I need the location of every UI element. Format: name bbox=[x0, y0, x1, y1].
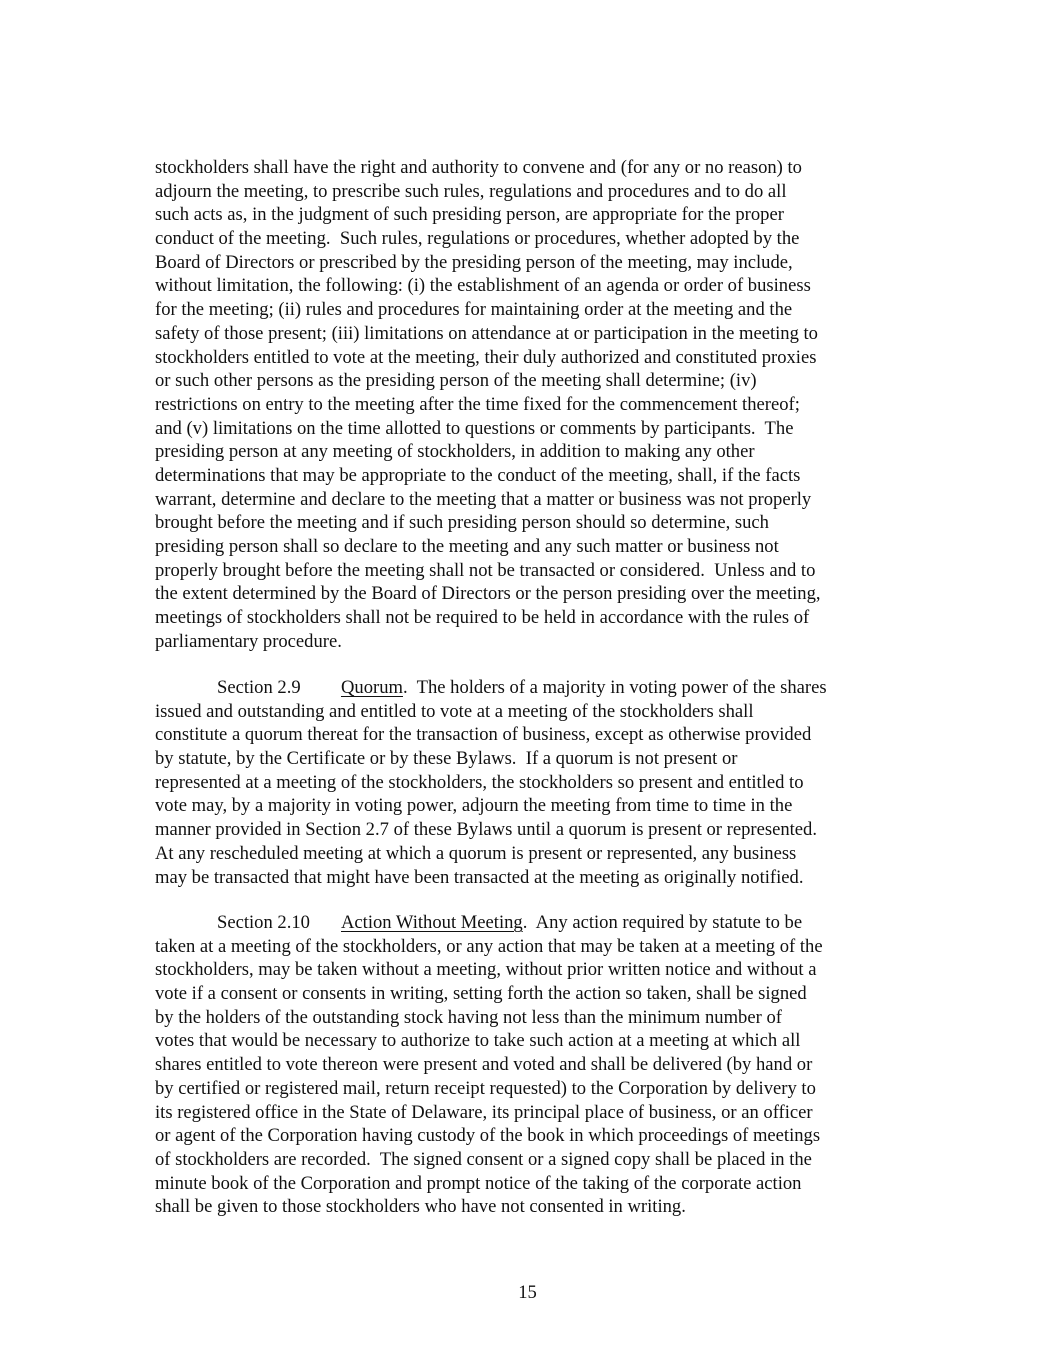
section-title: Quorum bbox=[341, 677, 403, 698]
text-line: stockholders entitled to vote at the meeting, their duly authorized and constituted proxies bbox=[155, 346, 817, 368]
text-line: warrant, determine and declare to the meeting that a matter or business was not properly bbox=[155, 488, 812, 510]
section-2-9-quorum bbox=[155, 676, 827, 889]
section-title: Action Without Meeting bbox=[341, 912, 523, 933]
section-number: Section 2.9 bbox=[217, 677, 301, 698]
text-line: parliamentary procedure. bbox=[155, 630, 342, 652]
section-first-line-text: . Any action required by statute to be bbox=[522, 912, 803, 933]
section-heading-line bbox=[155, 676, 827, 700]
section-2-10-action-without-meeting bbox=[155, 911, 823, 1219]
text-line: shares entitled to vote thereon were present and voted and shall be delivered (by hand or bbox=[155, 1054, 813, 1076]
text-line: by the holders of the outstanding stock having not less than the minimum number of bbox=[155, 1006, 782, 1028]
text-line: At any rescheduled meeting at which a quorum is present or represented, any business bbox=[155, 842, 797, 864]
text-line: stockholders shall have the right and authority to convene and (for any or no reason) to bbox=[155, 157, 802, 178]
text-line: constitute a quorum thereat for the transaction of business, except as otherwise provided bbox=[155, 724, 812, 746]
text-line: safety of those present; (iii) limitations on attendance at or participation in the meeting to bbox=[155, 322, 818, 344]
text-line: stockholders, may be taken without a meeting, without prior written notice and without a bbox=[155, 959, 817, 981]
text-line: for the meeting; (ii) rules and procedures for maintaining order at the meeting and the bbox=[155, 299, 793, 321]
text-line: without limitation, the following: (i) the establishment of an agenda or order of business bbox=[155, 275, 811, 297]
text-line: represented at a meeting of the stockholders, the stockholders so present and entitled to bbox=[155, 771, 804, 793]
text-line: brought before the meeting and if such presiding person should so determine, such bbox=[155, 512, 769, 534]
section-number: Section 2.10 bbox=[217, 912, 310, 933]
text-line: properly brought before the meeting shall not be transacted or considered. Unless and to bbox=[155, 559, 816, 581]
text-line: conduct of the meeting. Such rules, regulations or procedures, whether adopted by the bbox=[155, 228, 800, 250]
text-line: or such other persons as the presiding person of the meeting shall determine; (iv) bbox=[155, 370, 757, 392]
text-line: presiding person shall so declare to the meeting and any such matter or business not bbox=[155, 536, 779, 557]
text-line: votes that would be necessary to authorize to take such action at a meeting at which all bbox=[155, 1030, 801, 1052]
text-line: such acts as, in the judgment of such presiding person, are appropriate for the proper bbox=[155, 204, 784, 226]
text-line: may be transacted that might have been transacted at the meeting as originally notified. bbox=[155, 866, 804, 888]
page-number: 15 bbox=[518, 1282, 537, 1303]
paragraph-continuation bbox=[155, 156, 821, 653]
text-line: or agent of the Corporation having custody of the book in which proceedings of meetings bbox=[155, 1125, 821, 1147]
text-line: minute book of the Corporation and prompt notice of the taking of the corporate action bbox=[155, 1172, 802, 1194]
text-line: issued and outstanding and entitled to vote at a meeting of the stockholders shall bbox=[155, 700, 754, 722]
text-line: restrictions on entry to the meeting after the time fixed for the commencement thereof; bbox=[155, 393, 800, 415]
text-line: adjourn the meeting, to prescribe such rules, regulations and procedures and to do all bbox=[155, 180, 787, 202]
text-line: presiding person at any meeting of stockholders, in addition to making any other bbox=[155, 441, 755, 463]
text-line: by statute, by the Certificate or by these Bylaws. If a quorum is not present or bbox=[155, 748, 738, 770]
text-line: the extent determined by the Board of Directors or the person presiding over the meeting, bbox=[155, 583, 821, 605]
text-line: determinations that may be appropriate to the conduct of the meeting, shall, if the facts bbox=[155, 464, 801, 486]
text-line: shall be given to those stockholders who have not consented in writing. bbox=[155, 1196, 686, 1218]
text-line: vote may, by a majority in voting power, adjourn the meeting from time to time in the bbox=[155, 795, 793, 817]
text-line: and (v) limitations on the time allotted to questions or comments by participants. The bbox=[155, 417, 794, 439]
text-line: meetings of stockholders shall not be required to be held in accordance with the rules of bbox=[155, 607, 810, 629]
text-line: Board of Directors or prescribed by the presiding person of the meeting, may include, bbox=[155, 251, 793, 273]
text-line: its registered office in the State of Delaware, its principal place of business, or an officer bbox=[155, 1101, 813, 1123]
text-line: by certified or registered mail, return receipt requested) to the Corporation by delivery to bbox=[155, 1077, 816, 1099]
section-first-line-text: . The holders of a majority in voting power of the shares bbox=[402, 677, 827, 698]
text-line: vote if a consent or consents in writing, setting forth the action so taken, shall be signed bbox=[155, 983, 807, 1005]
section-heading-line bbox=[155, 911, 823, 935]
text-line: taken at a meeting of the stockholders, or any action that may be taken at a meeting of the bbox=[155, 935, 823, 957]
text-line: of stockholders are recorded. The signed consent or a signed copy shall be placed in the bbox=[155, 1148, 812, 1170]
text-line: manner provided in Section 2.7 of these Bylaws until a quorum is present or represented. bbox=[155, 819, 817, 841]
